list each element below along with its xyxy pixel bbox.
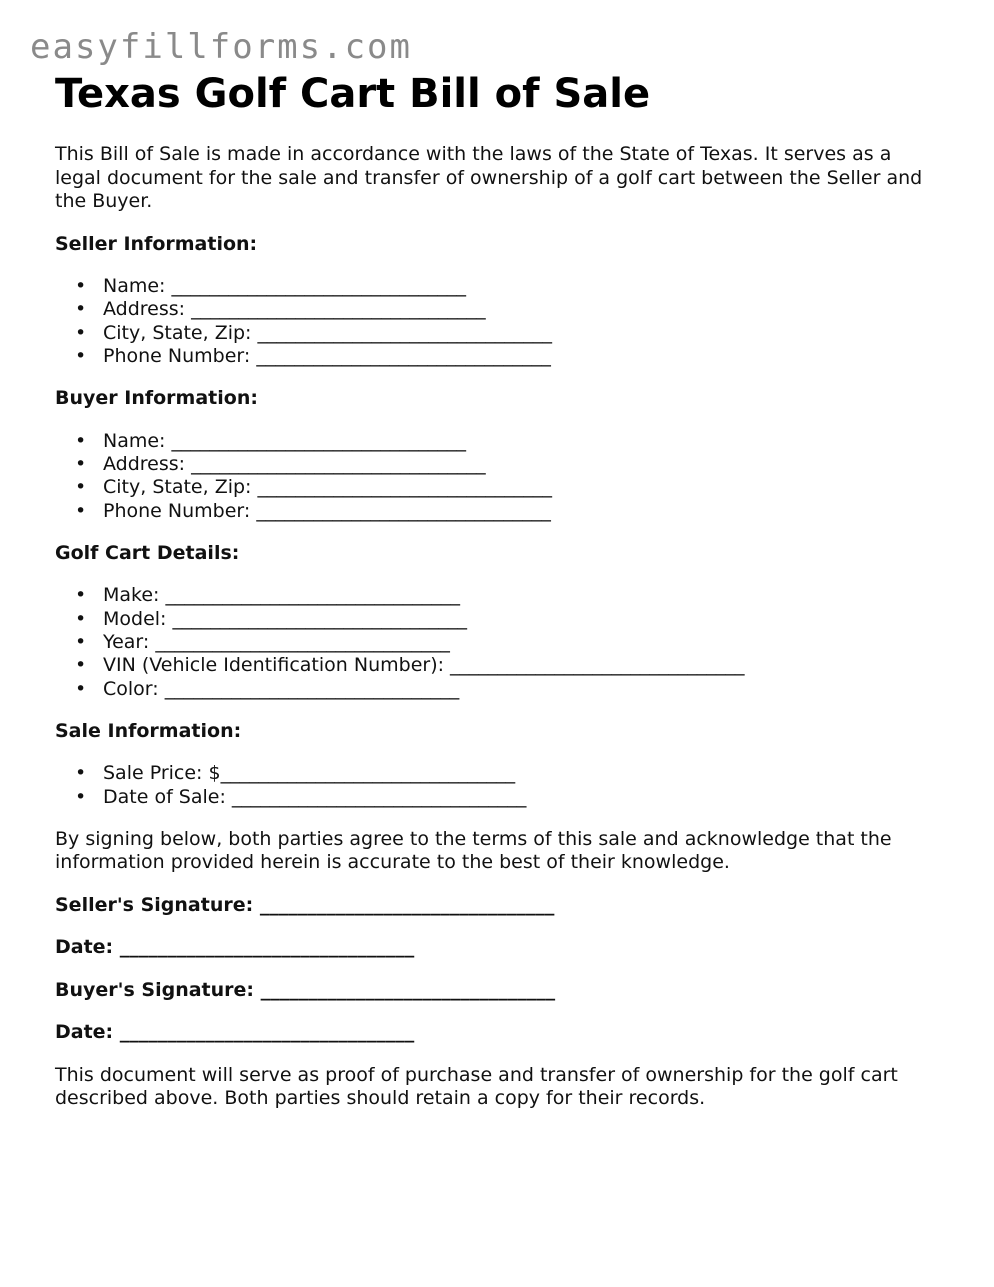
sale-fields (55, 762, 935, 809)
buyer-city-state-zip-field[interactable] (75, 476, 935, 499)
cart-vin-field[interactable] (75, 654, 935, 677)
bullet-icon: • (75, 785, 87, 808)
bullet-icon: • (75, 654, 87, 677)
bullet-icon: • (75, 344, 87, 367)
sale-price-field[interactable] (75, 762, 935, 785)
cart-heading: Golf Cart Details: (55, 541, 240, 564)
cart-year-field[interactable] (75, 631, 935, 654)
seller-address-field[interactable] (75, 298, 935, 321)
bullet-icon: • (75, 499, 87, 522)
final-paragraph: This document will serve as proof of purchase and transfer of ownership for the golf cart described above. Both parties should retain a copy for their records. (55, 1063, 898, 1110)
bullet-icon: • (75, 321, 87, 344)
buyer-signature-field[interactable]: Buyer's Signature: _______________________________ (55, 978, 556, 1001)
buyer-heading: Buyer Information: (55, 387, 258, 410)
bullet-icon: • (75, 452, 87, 475)
cart-make-field[interactable] (75, 584, 935, 607)
field-label: City, State, Zip: _______________________________ (103, 321, 552, 344)
sale-date-field[interactable] (75, 786, 935, 809)
bullet-icon: • (75, 476, 87, 499)
document-title: Texas Golf Cart Bill of Sale (55, 71, 651, 117)
cart-model-field[interactable] (75, 608, 935, 631)
field-label: Address: _______________________________ (103, 452, 486, 475)
field-label: Year: _______________________________ (103, 630, 450, 653)
seller-fields (55, 275, 935, 368)
buyer-address-field[interactable] (75, 453, 935, 476)
bullet-icon: • (75, 584, 87, 607)
document-body (55, 70, 935, 1111)
field-label: Model: _______________________________ (103, 607, 467, 630)
field-label: Phone Number: _______________________________ (103, 499, 551, 522)
field-label: Sale Price: $_______________________________ (103, 762, 516, 785)
bullet-icon: • (75, 677, 87, 700)
bullet-icon: • (75, 298, 87, 321)
field-label: City, State, Zip: _______________________________ (103, 476, 552, 499)
seller-phone-field[interactable] (75, 345, 935, 368)
buyer-name-field[interactable] (75, 430, 935, 453)
buyer-date-field[interactable]: Date: _______________________________ (55, 1021, 415, 1044)
cart-color-field[interactable] (75, 678, 935, 701)
watermark: easyfillforms.com (30, 27, 412, 67)
field-label: Date of Sale: _______________________________ (103, 785, 527, 808)
bullet-icon: • (75, 762, 87, 785)
bullet-icon: • (75, 630, 87, 653)
seller-heading: Seller Information: (55, 232, 258, 255)
field-label: VIN (Vehicle Identification Number): _______________________________ (103, 654, 745, 677)
buyer-fields (55, 430, 935, 523)
bullet-icon: • (75, 429, 87, 452)
field-label: Address: _______________________________ (103, 298, 486, 321)
sale-heading: Sale Information: (55, 719, 242, 742)
cart-fields (55, 584, 935, 700)
bullet-icon: • (75, 607, 87, 630)
agreement-paragraph: By signing below, both parties agree to the terms of this sale and acknowledge that the information provided herein is accurate to the best of their knowledge. (55, 827, 892, 874)
field-label: Name: _______________________________ (103, 275, 466, 297)
seller-signature-field[interactable]: Seller's Signature: _______________________________ (55, 893, 555, 916)
seller-city-state-zip-field[interactable] (75, 322, 935, 345)
field-label: Make: _______________________________ (103, 584, 460, 607)
field-label: Color: _______________________________ (103, 677, 460, 700)
intro-paragraph: This Bill of Sale is made in accordance with the laws of the State of Texas. It serves as a legal document for the sale and transfer of ownership of a golf cart between the Seller and the Buyer. (55, 143, 923, 212)
field-label: Name: _______________________________ (103, 429, 466, 452)
field-label: Phone Number: _______________________________ (103, 344, 551, 367)
buyer-phone-field[interactable] (75, 500, 935, 523)
bullet-icon: • (75, 275, 87, 297)
seller-date-field[interactable]: Date: _______________________________ (55, 936, 415, 959)
seller-name-field[interactable] (75, 275, 935, 298)
